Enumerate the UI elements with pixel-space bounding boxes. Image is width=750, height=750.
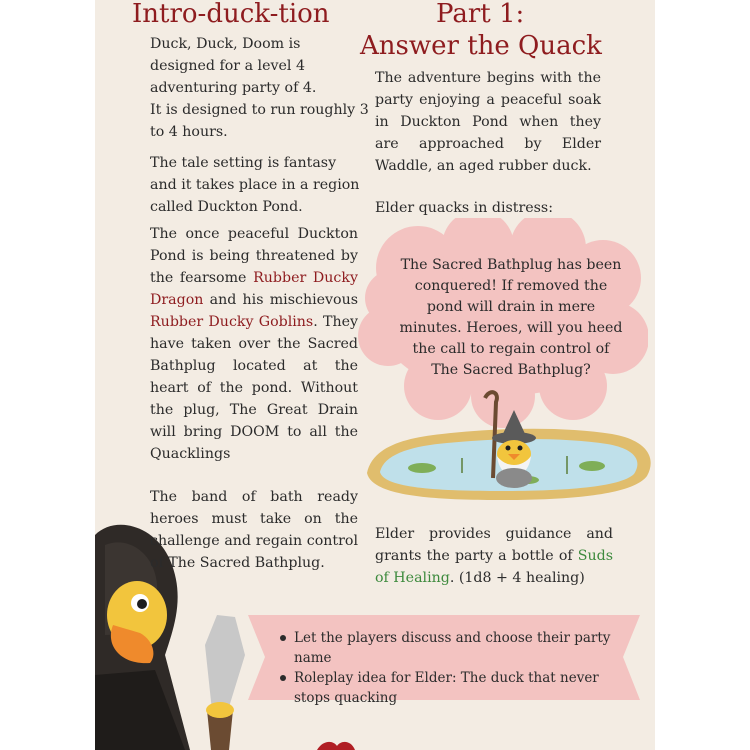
intro-paragraph-1: Duck, Duck, Doom is designed for a level 4 adventuring party of 4. It is designed to run roughly 3 to 4 hours. (150, 36, 369, 140)
part1-title-line1: Part 1: (436, 0, 525, 29)
list-item: Roleplay idea for Elder: The duck that never stops quacking (280, 668, 630, 708)
part1-title-line2: Answer the Quack (360, 31, 602, 61)
part1-paragraph-1: The adventure begins with the party enjoying a peaceful soak in Duckton Pond when they are approached by Elder Waddle, an aged rubber duck. (375, 70, 601, 174)
dragon-ornament-icon (315, 740, 365, 750)
intro-paragraph-3: The once peaceful Duckton Pond is being threatened by the fearsome Rubber Ducky Dragon and his mischievous Rubber Ducky Goblins. They have taken over the Sacred Bathplug located at the heart of the pond. Without the plug, The Great Drain will bring DOOM to all the Quacklings (150, 226, 359, 462)
tips-list (280, 628, 630, 708)
intro-title: Intro-duck-tion (132, 0, 330, 29)
intro-paragraph-4: The band of bath ready heroes must take on the challenge and regain control of The Sacred Bathplug. (150, 489, 358, 571)
goblins-link: Rubber Ducky Goblins (150, 314, 314, 330)
part1-paragraph-2: Elder quacks in distress: (375, 200, 553, 216)
list-item: Let the players discuss and choose their party name (280, 628, 630, 668)
intro-paragraph-2: The tale setting is fantasy and it takes place in a region called Duckton Pond. (150, 155, 360, 215)
part1-paragraph-3: Elder provides guidance and grants the party a bottle of Suds of Healing. (1d8 + 4 healing) (375, 526, 613, 586)
elder-quote: The Sacred Bathplug has been conquered! If removed the pond will drain in mere minutes. Heroes, will you heed the call to regain control of The Sacred Bathplug? (399, 257, 623, 378)
suds-link: Suds of Healing (375, 548, 613, 586)
dragon-link: Rubber Ducky Dragon (150, 270, 358, 308)
pond-illustration (362, 388, 658, 508)
